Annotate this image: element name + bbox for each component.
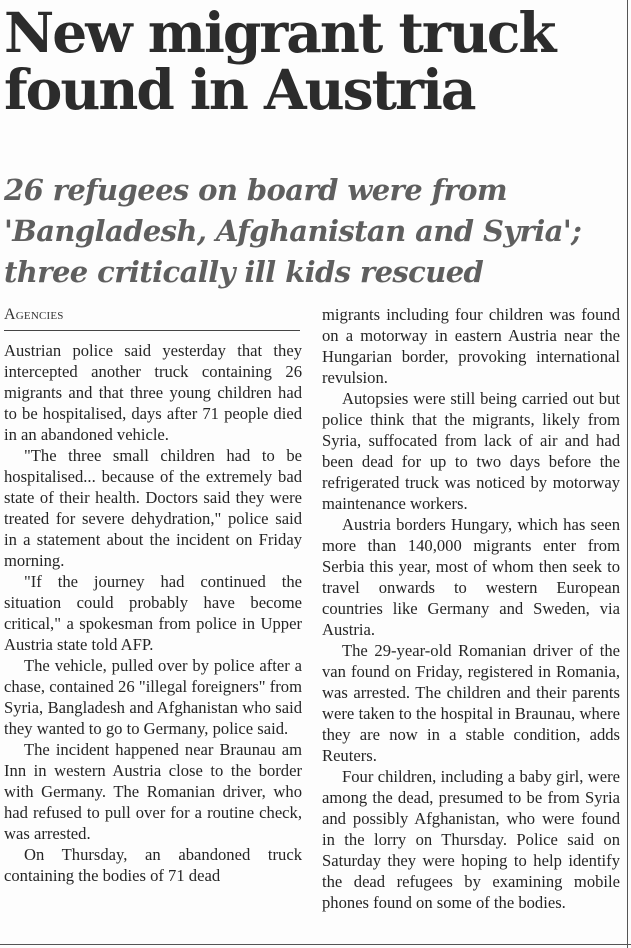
headline: New migrant truck found in Austria — [4, 0, 555, 122]
paragraph: "The three small children had to be hospitalised... because of the extremely bad state of their health. Doctors said they were treated for severe dehydration," police said in a statement about the incident on Friday morning. — [4, 446, 302, 570]
paragraph: Austrian police said yesterday that they intercepted another truck containing 26 migrants and that three young children had to be hospitalised, days after 71 people died in an abandoned vehicle. — [4, 341, 302, 444]
subheadline: 26 refugees on board were from 'Bangladesh, Afghanistan and Syria'; three critically ill kids rescued — [4, 173, 582, 289]
paragraph: Four children, including a baby girl, were among the dead, presumed to be from Syria and possibly Afghanistan, who were found in the lorry on Thursday. Police said on Saturday they were hoping to help identify the dead refugees by examining mobile phones found on some of the bodies. — [322, 767, 620, 912]
article-column-2 — [322, 304, 620, 913]
paragraph: The 29-year-old Romanian driver of the van found on Friday, registered in Romania, was arrested. The children and their parents were taken to the hospital in Braunau, where they are now in a stable condition, adds Reuters. — [322, 641, 620, 765]
paragraph: Autopsies were still being carried out but police think that the migrants, likely from Syria, suffocated from lack of air and had been dead for up to two days before the refrigerated truck was noticed by motorway maintenance workers. — [322, 389, 620, 513]
paragraph: The incident happened near Braunau am Inn in western Austria close to the border with Germany. The Romanian driver, who had refused to pull over for a routine check, was arrested. — [4, 740, 302, 843]
byline: Agencies — [4, 306, 300, 331]
bottom-border-rule — [0, 944, 631, 945]
paragraph: The vehicle, pulled over by police after a chase, contained 26 "illegal foreigners" from Syria, Bangladesh and Afghanistan who said they wanted to go to Germany, police said. — [4, 656, 302, 738]
paragraph: Austria borders Hungary, which has seen more than 140,000 migrants enter from Serbia this year, most of whom then seek to travel onwards to western European countries like Germany and Sweden, via Austria. — [322, 515, 620, 639]
paragraph: "If the journey had continued the situation could probably have become critical," a spokesman from police in Upper Austria state told AFP. — [4, 572, 302, 654]
paragraph-continuation: migrants including four children was found on a motorway in eastern Austria near the Hungarian border, provoking international revulsion. — [322, 305, 620, 387]
paragraph: On Thursday, an abandoned truck containing the bodies of 71 dead — [4, 845, 302, 885]
right-border-rule — [627, 0, 628, 948]
article-column-1 — [4, 340, 302, 886]
